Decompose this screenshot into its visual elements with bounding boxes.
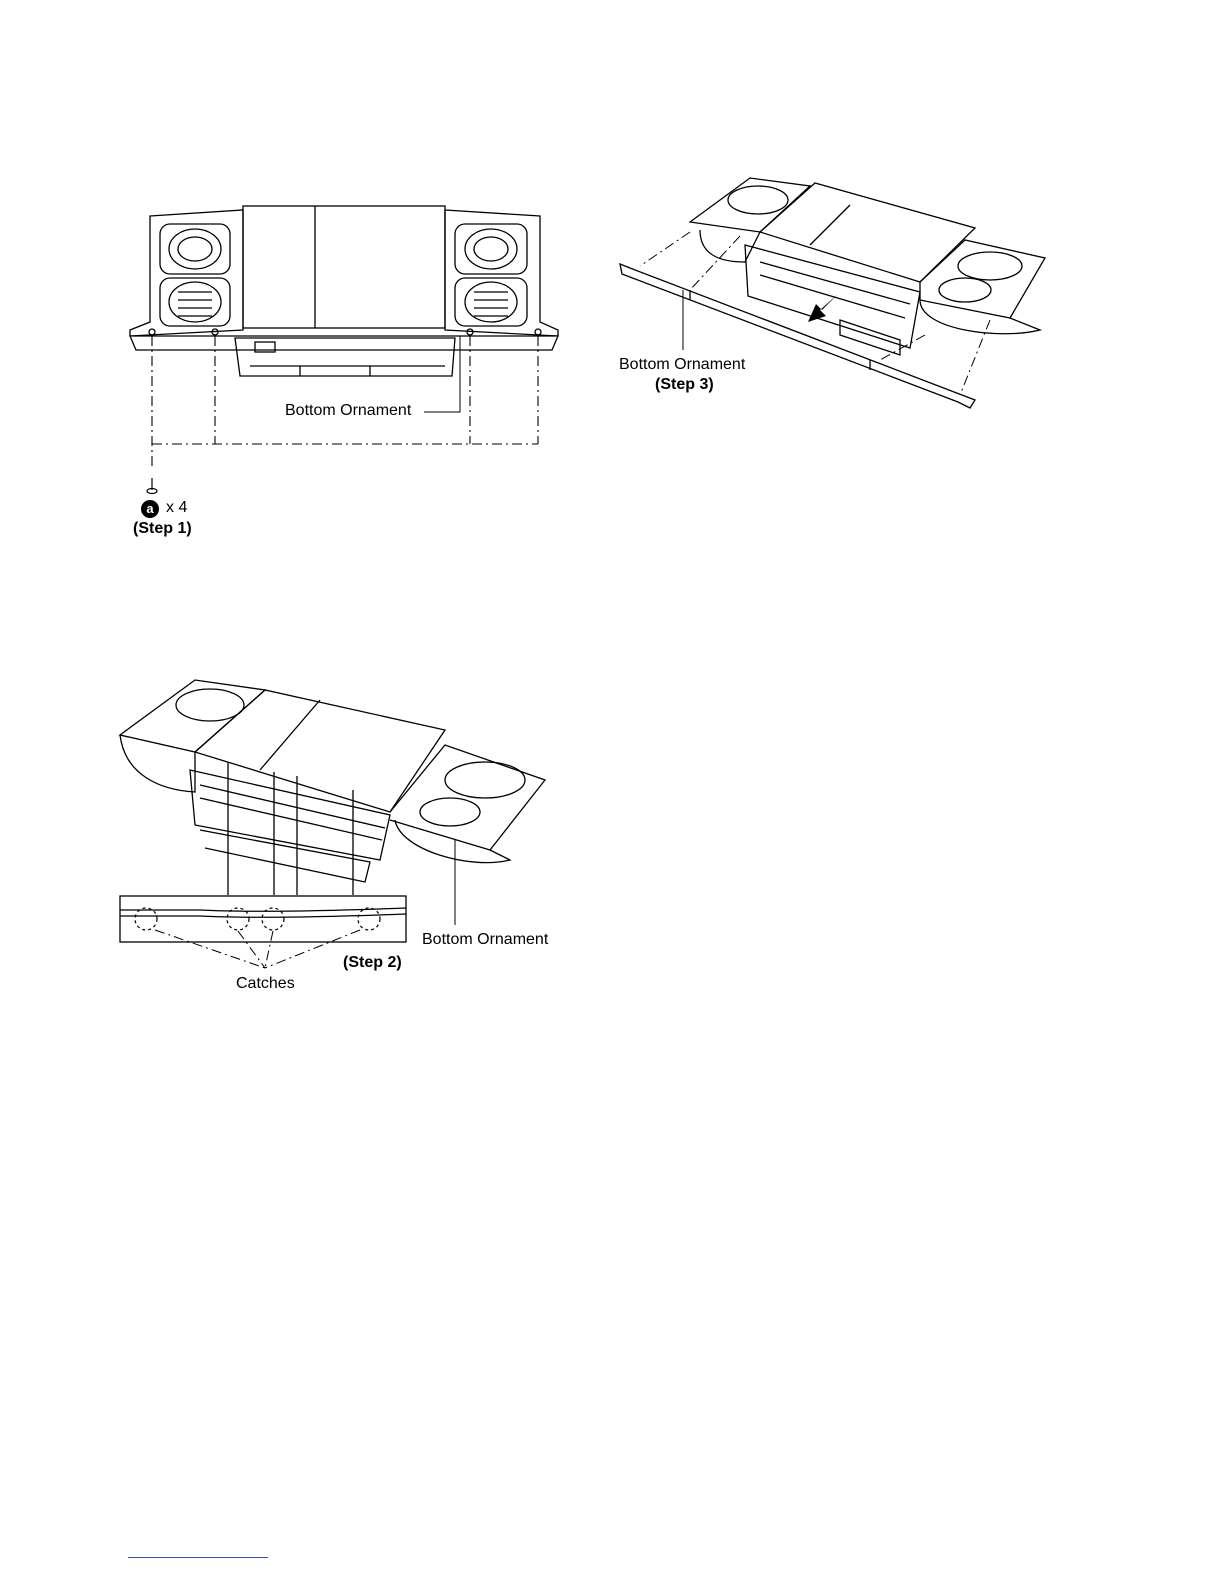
- step1-label: (Step 1): [133, 520, 192, 537]
- bottom-ornament-label-step3: Bottom Ornament: [619, 356, 746, 373]
- bottom-ornament-label-step2: Bottom Ornament: [422, 931, 549, 948]
- step2-label: (Step 2): [343, 954, 402, 971]
- bottom-ornament-label-step1: Bottom Ornament: [285, 402, 412, 419]
- catches-label: Catches: [236, 975, 295, 992]
- speaker-left-top: [160, 224, 230, 274]
- speaker-right-top: [455, 224, 527, 274]
- footer-link-underline: [128, 1557, 268, 1558]
- screw-icon: [147, 478, 157, 494]
- step3-label: (Step 3): [655, 376, 714, 393]
- screw-symbol-badge: a: [141, 500, 159, 518]
- main-unit-top: [243, 206, 445, 328]
- screw-count: x 4: [166, 499, 188, 516]
